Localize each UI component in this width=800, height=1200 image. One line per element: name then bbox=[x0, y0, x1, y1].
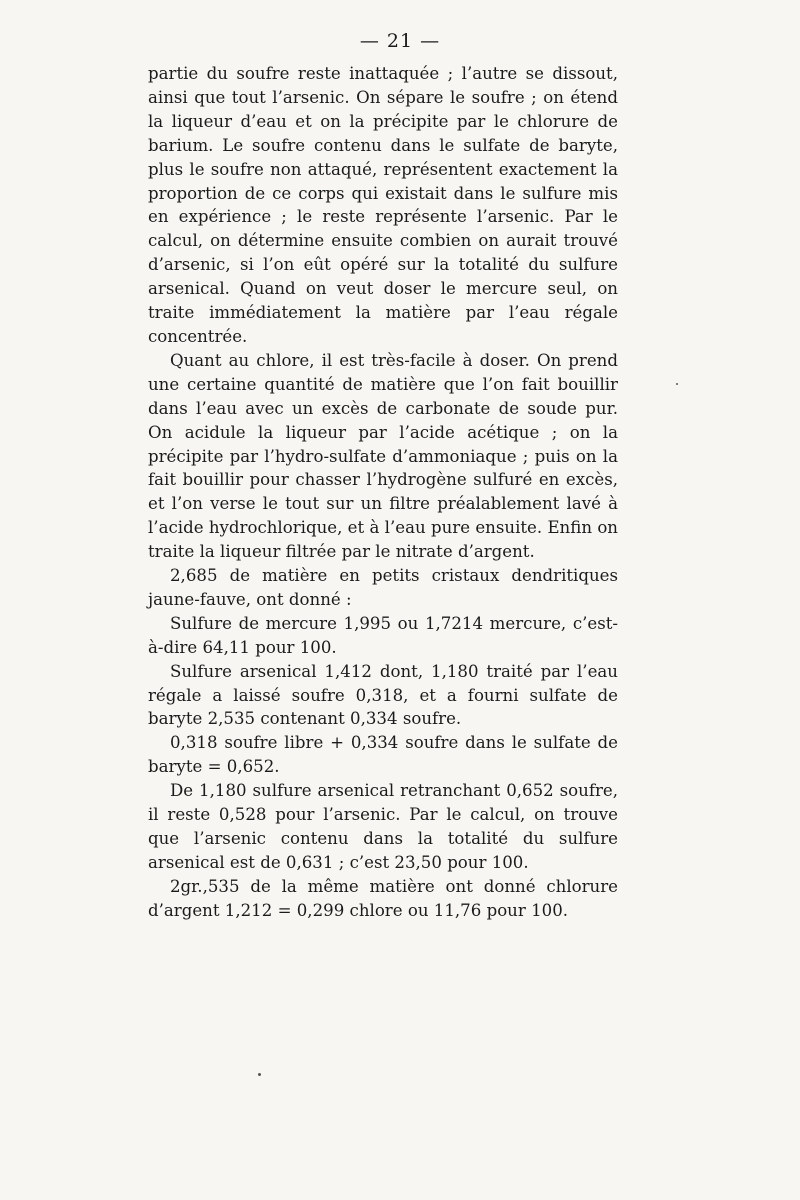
paragraph: De 1,180 sulfure arsenical retranchant 0,652 soufre, il reste 0,528 pour l’arsenic. Par le calcul, on trouve que l’arsenic contenu dans la totalité du sulfure arsenical est de 0,631 ; c’est 23,50 pour 100. bbox=[148, 781, 618, 872]
ink-speck bbox=[258, 1073, 261, 1076]
page-number: — 21 — bbox=[359, 30, 441, 52]
paragraph: 2gr.,535 de la même matière ont donné chlorure d’argent 1,212 = 0,299 chlore ou 11,76 pour 100. bbox=[148, 876, 618, 920]
paragraph: partie du soufre reste inattaquée ; l’autre se dissout, ainsi que tout l’arsenic. On sépare le soufre ; on étend la liqueur d’eau et on la précipite par le chlorure de barium. Le soufre contenu dans le sulfate de baryte, plus le soufre non attaqué, représentent exactement la proportion de ce corps qui existait dans le sulfure mis en expérience ; le reste représente l’arsenic. Par le calcul, on détermine ensuite combien on aurait trouvé d’arsenic, si l’on eût opéré sur la totalité du sulfure arsenical. Quand on veut doser le mercure seul, on traite immédiatement la matière par l’eau régale concentrée. bbox=[148, 64, 618, 346]
paragraph: 2,685 de matière en petits cristaux dendritiques jaune-fauve, ont donné : bbox=[148, 566, 618, 609]
ink-speck bbox=[676, 383, 678, 385]
paragraph: 0,318 soufre libre + 0,334 soufre dans le sulfate de baryte = 0,652. bbox=[148, 733, 618, 777]
paragraph: Sulfure arsenical 1,412 dont, 1,180 traité par l’eau régale a laissé soufre 0,318, et a fourni sulfate de baryte 2,535 contenant 0,334 soufre. bbox=[148, 661, 618, 729]
text-body bbox=[148, 62, 618, 923]
paragraph: Sulfure de mercure 1,995 ou 1,7214 mercure, c’est-à-dire 64,11 pour 100. bbox=[148, 613, 618, 657]
paragraph: Quant au chlore, il est très-facile à doser. On prend une certaine quantité de matière que l’on fait bouillir dans l’eau avec un excès de carbonate de soude pur. On acidule la liqueur par l’acide acétique ; on la précipite par l’hydro-sulfate d’ammoniaque ; puis on la fait bouillir pour chasser l’hydrogène sulfuré en excès, et l’on verse le tout sur un filtre préalablement lavé à l’acide hydrochlorique, et à l’eau pure ensuite. Enfin on traite la liqueur filtrée par le nitrate d’argent. bbox=[148, 350, 618, 562]
